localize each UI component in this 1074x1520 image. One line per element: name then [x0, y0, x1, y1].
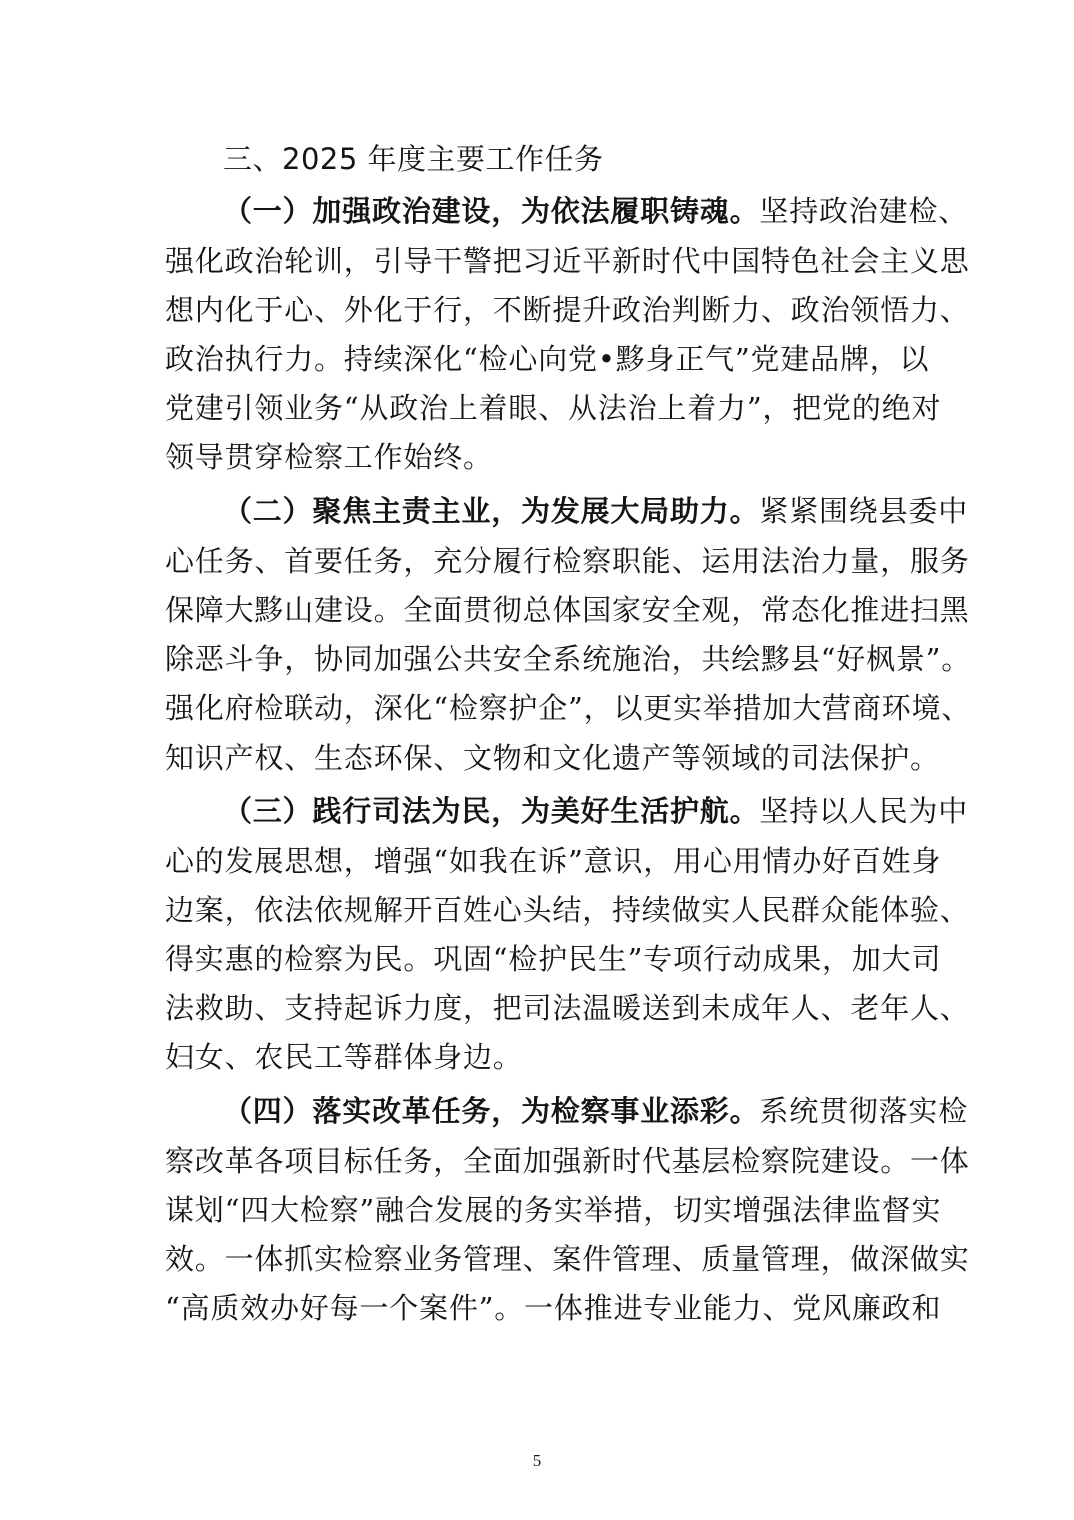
paragraph-line: 强化府检联动，深化“检察护企”，以更实举措加大营商环境、: [165, 691, 972, 725]
paragraph-line: 政治执行力。持续深化“检心向党•黟身正气”党建品牌，以: [165, 342, 930, 376]
paragraph-text: 坚持以人民为中: [759, 794, 969, 828]
paragraph-line: 效。一体抓实检察业务管理、案件管理、质量管理，做深做实: [165, 1242, 970, 1276]
paragraph-line: [223, 186, 1003, 236]
paragraph-line: [223, 486, 1003, 536]
paragraph-text: 紧紧围绕县委中: [759, 494, 969, 528]
section-heading: 三、2025 年度主要工作任务: [223, 142, 604, 176]
paragraph-lead: （四）落实改革任务，为检察事业添彩。: [223, 1094, 760, 1128]
paragraph-line: 除恶斗争，协同加强公共安全系统施治，共绘黟县“好枫景”。: [165, 642, 972, 676]
paragraph-line: 察改革各项目标任务，全面加强新时代基层检察院建设。一体: [165, 1144, 970, 1178]
paragraph-text: 坚持政治建检、: [759, 194, 969, 228]
paragraph-line: 得实惠的检察为民。巩固“检护民生”专项行动成果，加大司: [165, 942, 942, 976]
paragraph-line: 保障大黟山建设。全面贯彻总体国家安全观，常态化推进扫黑: [165, 593, 970, 627]
paragraph-line: 想内化于心、外化于行，不断提升政治判断力、政治领悟力、: [165, 293, 970, 327]
paragraph-line: 心任务、首要任务，充分履行检察职能、运用法治力量，服务: [165, 544, 970, 578]
paragraph-line: [223, 1086, 1003, 1136]
paragraph-line: [223, 786, 1003, 836]
page-number: 5: [532, 1451, 542, 1470]
paragraph-line: 谋划“四大检察”融合发展的务实举措，切实增强法律监督实: [165, 1193, 942, 1227]
paragraph-line: 边案，依法依规解开百姓心头结，持续做实人民群众能体验、: [165, 893, 970, 927]
paragraph-line: “高质效办好每一个案件”。一体推进专业能力、党风廉政和: [165, 1291, 942, 1325]
paragraph-line: 领导贯穿检察工作始终。: [165, 440, 493, 474]
paragraph-line: 党建引领业务“从政治上着眼、从法治上着力”，把党的绝对: [165, 391, 942, 425]
paragraph-text: 系统贯彻落实检: [759, 1094, 969, 1128]
paragraph-lead: （三）践行司法为民，为美好生活护航。: [223, 794, 760, 828]
paragraph-line: 法救助、支持起诉力度，把司法温暖送到未成年人、老年人、: [165, 991, 970, 1025]
paragraph-line: 强化政治轮训，引导干警把习近平新时代中国特色社会主义思: [165, 244, 970, 278]
paragraph-lead: （一）加强政治建设，为依法履职铸魂。: [223, 194, 760, 228]
paragraph-lead: （二）聚焦主责主业，为发展大局助力。: [223, 494, 760, 528]
paragraph-line: 知识产权、生态环保、文物和文化遗产等领域的司法保护。: [165, 741, 940, 775]
paragraph-line: 心的发展思想，增强“如我在诉”意识，用心用情办好百姓身: [165, 844, 942, 878]
paragraph-line: 妇女、农民工等群体身边。: [165, 1040, 523, 1074]
